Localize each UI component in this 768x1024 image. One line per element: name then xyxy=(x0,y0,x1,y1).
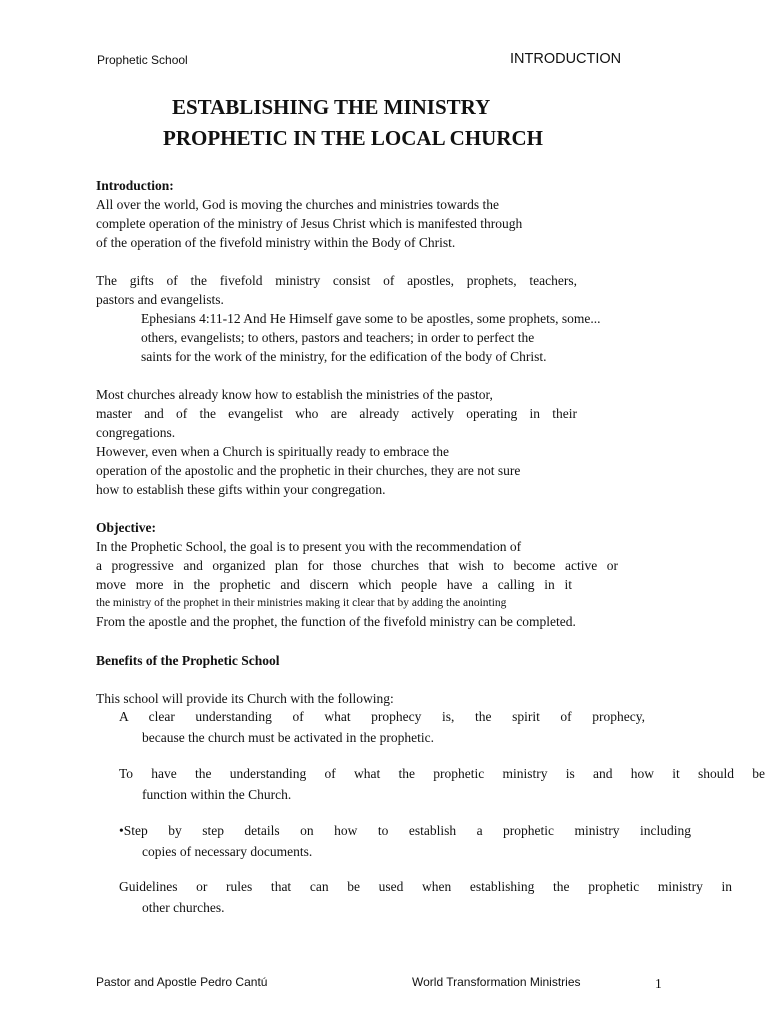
benefits-heading: Benefits of the Prophetic School xyxy=(96,653,280,668)
benefit-item-continuation: other churches. xyxy=(142,900,225,915)
benefit-item: Guidelines or rules that can be used when establishing the prophetic ministry in xyxy=(119,879,732,894)
paragraph-line: All over the world, God is moving the churches and ministries towards the xyxy=(96,197,500,212)
paragraph-line: Most churches already know how to establish the ministries of the pastor, xyxy=(96,387,493,402)
benefit-item-continuation: function within the Church. xyxy=(142,787,292,802)
scripture-quote-line: Ephesians 4:11-12 And He Himself gave some to be apostles, some prophets, some... xyxy=(141,311,601,326)
paragraph-line: complete operation of the ministry of Jesus Christ which is manifested through xyxy=(96,216,523,231)
objective-heading: Objective: xyxy=(96,520,156,535)
paragraph-line: operation of the apostolic and the prophetic in their churches, they are not sure xyxy=(96,463,521,478)
paragraph-line: of the operation of the fivefold ministry within the Body of Christ. xyxy=(96,235,456,250)
paragraph-line: pastors and evangelists. xyxy=(96,292,224,307)
benefit-item-continuation: copies of necessary documents. xyxy=(142,844,313,859)
page-title-line-2: PROPHETIC IN THE LOCAL CHURCH xyxy=(163,126,543,150)
page-title-line-1: ESTABLISHING THE MINISTRY xyxy=(172,95,491,119)
header-section-title: INTRODUCTION xyxy=(510,51,622,67)
paragraph-line: The gifts of the fivefold ministry consist of apostles, prophets, teachers, xyxy=(96,273,577,288)
benefit-item: A clear understanding of what prophecy is, the spirit of prophecy, xyxy=(119,709,645,724)
paragraph-line: how to establish these gifts within your congregation. xyxy=(96,482,386,497)
footer-author: Pastor and Apostle Pedro Cantú xyxy=(96,975,268,989)
header-left-text: Prophetic School xyxy=(97,53,188,67)
paragraph-line: However, even when a Church is spiritually ready to embrace the xyxy=(96,444,449,459)
benefit-item: •Step by step details on how to establish a prophetic ministry including xyxy=(119,823,691,838)
paragraph-line: the ministry of the prophet in their ministries making it clear that by adding the anointing xyxy=(96,597,507,609)
paragraph-line: From the apostle and the prophet, the function of the fivefold ministry can be completed. xyxy=(96,614,576,629)
paragraph-line: In the Prophetic School, the goal is to present you with the recommendation of xyxy=(96,539,522,554)
paragraph-line: congregations. xyxy=(96,425,176,440)
introduction-heading: Introduction: xyxy=(96,178,174,193)
paragraph-line: This school will provide its Church with the following: xyxy=(96,691,394,706)
benefit-item-continuation: because the church must be activated in the prophetic. xyxy=(142,730,435,745)
scripture-quote-line: saints for the work of the ministry, for the edification of the body of Christ. xyxy=(141,349,547,364)
page-number: 1 xyxy=(655,976,662,991)
footer-organization: World Transformation Ministries xyxy=(412,975,581,989)
paragraph-line: move more in the prophetic and discern which people have a calling in it xyxy=(96,577,572,592)
scripture-quote-line: others, evangelists; to others, pastors and teachers; in order to perfect the xyxy=(141,330,535,345)
paragraph-line: master and of the evangelist who are already actively operating in their xyxy=(96,406,577,421)
benefit-item: To have the understanding of what the prophetic ministry is and how it should be xyxy=(119,766,765,781)
paragraph-line: a progressive and organized plan for those churches that wish to become active or xyxy=(96,558,618,573)
